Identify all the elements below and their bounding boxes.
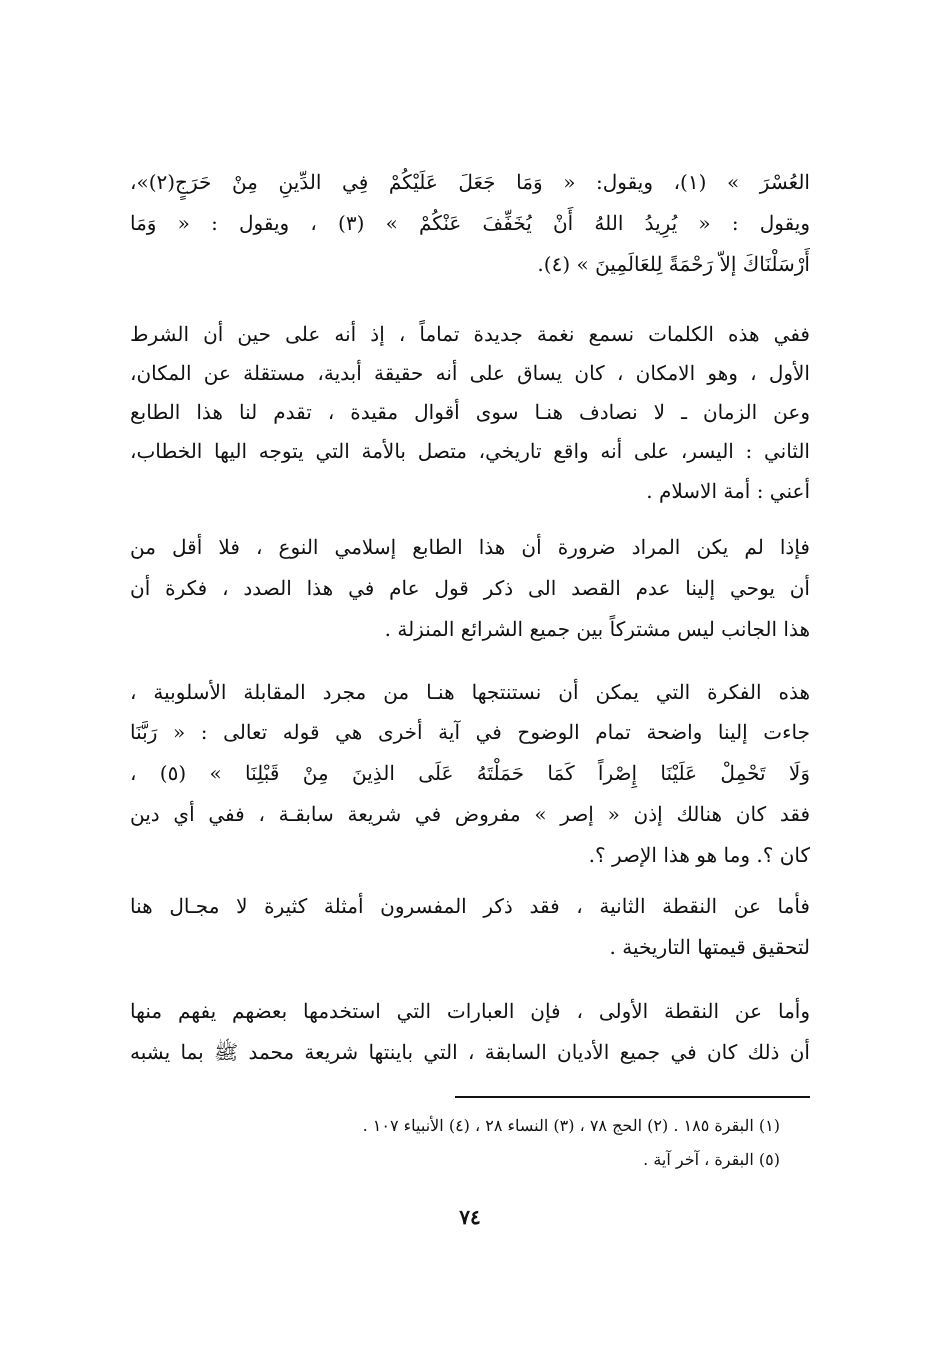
text-line: ويقول : « يُرِيدُ اللهُ أَنْ يُخَفِّفَ عَنْكُمْ » (٣) ، ويقول : « وَمَا xyxy=(130,211,810,235)
text-line: وعن الزمان ـ لا نصادف هنـا سوى أقوال مقيدة ، تقدم لنا هذا الطابع xyxy=(130,400,810,424)
text-line: ففي هذه الكلمات نسمع نغمة جديدة تماماً ، إذ أنه على حين أن الشرط xyxy=(130,322,810,346)
footnote: (٥) البقرة ، آخر آية . xyxy=(643,1150,780,1169)
footnote-separator xyxy=(455,1096,810,1098)
page-number: ٧٤ xyxy=(459,1205,481,1229)
text-line: جاءت إلينا واضحة تمام الوضوح في آية أخرى هي قوله تعالى : « رَبَّنَا xyxy=(130,720,810,744)
text-line: أن ذلك كان في جميع الأديان السابقة ، التي باينتها شريعة محمد ﷺ بما يشبه xyxy=(130,1040,810,1064)
text-line: وأما عن النقطة الأولى ، فإن العبارات التي استخدمها بعضهم يفهم منها xyxy=(130,999,810,1023)
text-line: أن يوحي إلينا عدم القصد الى ذكر قول عام في هذا الصدد ، فكرة أن xyxy=(130,576,810,600)
text-line: فإذا لم يكن المراد ضرورة أن هذا الطابع إسلامي النوع ، فلا أقل من xyxy=(130,535,810,559)
text-line: أعني : أمة الاسلام . xyxy=(646,479,810,503)
text-line: الثاني : اليسر، على أنه واقع تاريخي، متصل بالأمة التي يتوجه اليها الخطاب، xyxy=(130,439,810,463)
footnote: (١) البقرة ١٨٥ . (٢) الحج ٧٨ ، (٣) النساء ٢٨ ، (٤) الأنبياء ١٠٧ . xyxy=(362,1116,780,1135)
text-line: فأما عن النقطة الثانية ، فقد ذكر المفسرون أمثلة كثيرة لا مجـال هنا xyxy=(130,894,810,918)
text-line: العُسْرَ » (١)، ويقول: « وَمَا جَعَلَ عَلَيْكُمْ فِي الدِّينِ مِنْ حَرَجٍ(٢)»، xyxy=(130,170,810,194)
text-line: لتحقيق قيمتها التاريخية . xyxy=(609,935,810,959)
text-line: هذه الفكرة التي يمكن أن نستنتجها هنـا من مجرد المقابلة الأسلوبية ، xyxy=(130,680,810,704)
text-line: كان ؟. وما هو هذا الإصر ؟. xyxy=(588,843,810,867)
text-line: الأول ، وهو الامكان ، كان يساق على أنه حقيقة أبدية، مستقلة عن المكان، xyxy=(130,361,810,385)
text-line: وَلَا تَحْمِلْ عَلَيْنَا إِصْراً كَمَا حَمَلْتَهُ عَلَى الذِينَ مِنْ قَبْلِنَا » (٥) ، xyxy=(130,761,810,785)
text-line: هذا الجانب ليس مشتركاً بين جميع الشرائع المنزلة . xyxy=(384,617,810,641)
text-line: أَرْسَلْنَاكَ إلاّ رَحْمَةً لِلعَالَمِينَ » (٤). xyxy=(537,252,810,276)
text-line: فقد كان هنالك إذن « إصر » مفروض في شريعة سابقـة ، ففي أي دين xyxy=(130,802,810,826)
